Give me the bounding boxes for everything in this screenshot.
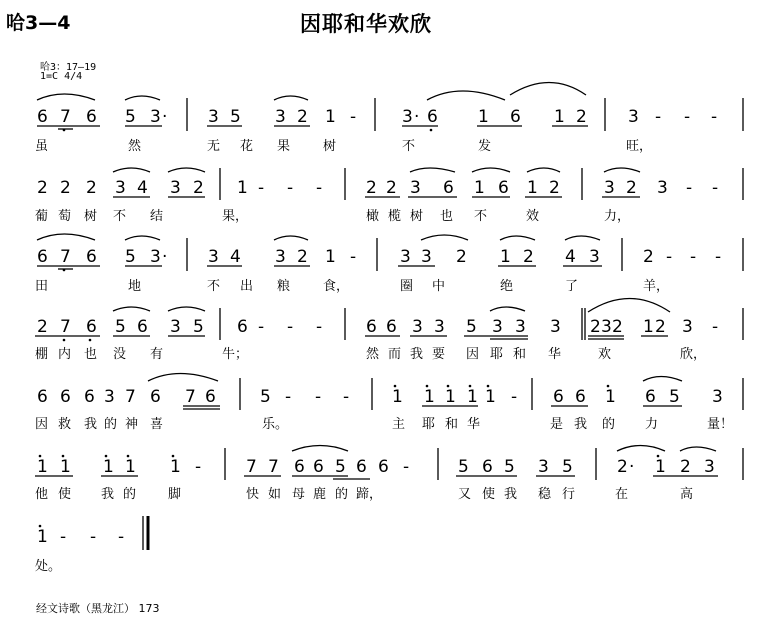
svg-text:萄: 萄	[58, 209, 72, 224]
svg-text:2: 2	[456, 247, 467, 267]
svg-text:6: 6	[37, 387, 48, 407]
svg-text:3: 3	[150, 107, 161, 127]
svg-text:6: 6	[150, 387, 161, 407]
svg-text:3: 3	[170, 178, 181, 198]
svg-text:4: 4	[230, 247, 241, 267]
svg-text:-: -	[90, 527, 97, 547]
svg-text:2: 2	[590, 317, 601, 337]
svg-text:然: 然	[366, 347, 380, 362]
svg-text:的: 的	[335, 487, 349, 502]
svg-text:6: 6	[86, 247, 97, 267]
score-row-5	[37, 387, 723, 407]
svg-text:-: -	[287, 178, 294, 198]
svg-text:棚: 棚	[35, 347, 49, 362]
svg-text:的: 的	[602, 417, 616, 432]
svg-text:葡: 葡	[35, 209, 49, 224]
lyrics-row-3	[35, 278, 669, 294]
svg-text:结: 结	[150, 209, 164, 224]
svg-text:4: 4	[137, 178, 148, 198]
section-ref: 哈3—4	[6, 12, 71, 34]
svg-text:花: 花	[240, 139, 254, 154]
svg-text:树: 树	[84, 209, 98, 224]
svg-text:7: 7	[60, 317, 71, 337]
svg-text:力，: 力，	[604, 209, 631, 224]
svg-text:要: 要	[432, 347, 446, 362]
svg-text:-: -	[315, 387, 322, 407]
svg-text:3: 3	[104, 387, 115, 407]
svg-text:-: -	[285, 387, 292, 407]
svg-text:-: -	[195, 457, 202, 477]
svg-text:圈: 圈	[400, 279, 414, 294]
svg-text:1: 1	[605, 387, 616, 407]
svg-text:3: 3	[400, 247, 411, 267]
svg-text:主: 主	[392, 417, 406, 432]
svg-text:1: 1	[500, 247, 511, 267]
svg-text:6: 6	[294, 457, 305, 477]
svg-text:-: -	[511, 387, 518, 407]
svg-text:3: 3	[657, 178, 668, 198]
svg-text:-: -	[403, 457, 410, 477]
svg-text:5: 5	[458, 457, 469, 477]
svg-text:3: 3	[275, 107, 286, 127]
svg-text:-: -	[666, 247, 673, 267]
svg-text:果: 果	[277, 139, 291, 154]
svg-text:5: 5	[562, 457, 573, 477]
svg-text:如: 如	[268, 487, 282, 502]
song-title: 因耶和华欢欣	[300, 12, 432, 36]
svg-text:-: -	[258, 178, 265, 198]
svg-text:2: 2	[655, 317, 666, 337]
svg-text:1: 1	[467, 387, 478, 407]
svg-text:2: 2	[60, 178, 71, 198]
svg-text:而: 而	[388, 347, 402, 362]
svg-text:-: -	[118, 527, 125, 547]
score-row-2	[37, 178, 718, 198]
scripture-ref: 哈3：17—19	[40, 62, 97, 73]
svg-text:2: 2	[523, 247, 534, 267]
svg-text:量！: 量！	[707, 417, 734, 432]
svg-text:3: 3	[275, 247, 286, 267]
svg-text:田: 田	[35, 279, 49, 294]
svg-text:5: 5	[669, 387, 680, 407]
svg-text:的: 的	[104, 417, 118, 432]
svg-text:我: 我	[410, 347, 424, 362]
svg-text:3: 3	[515, 317, 526, 337]
svg-text:-: -	[258, 317, 265, 337]
svg-text:6: 6	[84, 387, 95, 407]
svg-text:橄: 橄	[366, 209, 380, 224]
svg-text:不: 不	[207, 279, 221, 294]
svg-text:1: 1	[60, 457, 71, 477]
svg-text:6: 6	[37, 107, 48, 127]
score-row-1	[37, 107, 717, 127]
svg-text:3: 3	[538, 457, 549, 477]
svg-text:食，: 食，	[323, 279, 350, 294]
svg-text:华: 华	[548, 347, 562, 362]
svg-text:7: 7	[268, 457, 279, 477]
svg-text:1: 1	[554, 107, 565, 127]
svg-text:6: 6	[37, 247, 48, 267]
svg-text:欢: 欢	[598, 347, 612, 362]
svg-text:-: -	[350, 107, 357, 127]
svg-text:-: -	[684, 107, 691, 127]
svg-text:1: 1	[325, 107, 336, 127]
svg-text:不: 不	[474, 209, 488, 224]
svg-text:耶: 耶	[490, 347, 504, 362]
svg-text:3: 3	[682, 317, 693, 337]
svg-text:欣，: 欣，	[680, 347, 707, 362]
svg-text:出: 出	[240, 279, 254, 294]
svg-text:-: -	[350, 247, 357, 267]
score-row-6	[37, 457, 715, 477]
svg-text:2: 2	[37, 178, 48, 198]
svg-text:1: 1	[125, 457, 136, 477]
lyrics-row-5	[35, 416, 733, 432]
lyrics-row-2	[35, 208, 630, 224]
svg-text:6: 6	[510, 107, 521, 127]
svg-text:2: 2	[37, 317, 48, 337]
svg-text:2: 2	[626, 178, 637, 198]
footer-source: 经文诗歌（黑龙江） 173	[36, 602, 160, 615]
svg-text:鹿: 鹿	[313, 487, 327, 502]
svg-text:牛；: 牛；	[222, 347, 249, 362]
svg-text:喜: 喜	[150, 417, 164, 432]
svg-text:他: 他	[35, 487, 49, 502]
score-row-3	[37, 247, 721, 267]
svg-text:·: ·	[162, 247, 168, 267]
svg-text:-: -	[287, 317, 294, 337]
svg-text:6: 6	[498, 178, 509, 198]
lyrics-row-1	[35, 138, 652, 154]
svg-text:6: 6	[575, 387, 586, 407]
svg-text:没: 没	[113, 347, 127, 362]
svg-text:4: 4	[565, 247, 576, 267]
svg-text:旺，: 旺，	[626, 139, 653, 154]
svg-text:2: 2	[297, 247, 308, 267]
svg-text:树: 树	[323, 139, 337, 154]
svg-text:高: 高	[680, 487, 694, 502]
svg-text:因: 因	[35, 417, 49, 432]
svg-text:3: 3	[402, 107, 413, 127]
svg-text:稳: 稳	[538, 487, 552, 502]
svg-text:·: ·	[162, 107, 168, 127]
svg-text:1: 1	[325, 247, 336, 267]
svg-text:1: 1	[445, 387, 456, 407]
svg-text:6: 6	[205, 387, 216, 407]
svg-text:-: -	[690, 247, 697, 267]
svg-text:-: -	[712, 317, 719, 337]
svg-text:我: 我	[101, 487, 115, 502]
score-row-4	[37, 317, 718, 337]
svg-text:2: 2	[86, 178, 97, 198]
svg-text:3: 3	[170, 317, 181, 337]
svg-text:乐。: 乐。	[262, 417, 289, 432]
svg-text:我: 我	[574, 417, 588, 432]
svg-text:1: 1	[643, 317, 654, 337]
svg-text:1: 1	[485, 387, 496, 407]
svg-text:神: 神	[125, 417, 139, 432]
svg-text:了: 了	[565, 279, 579, 294]
svg-text:2: 2	[297, 107, 308, 127]
svg-text:6: 6	[86, 107, 97, 127]
svg-text:我: 我	[504, 487, 518, 502]
svg-text:6: 6	[386, 317, 397, 337]
svg-text:6: 6	[427, 107, 438, 127]
svg-text:2: 2	[386, 178, 397, 198]
svg-text:-: -	[686, 178, 693, 198]
lyrics-row-7	[35, 558, 61, 574]
svg-text:耶: 耶	[422, 417, 436, 432]
svg-text:我: 我	[84, 417, 98, 432]
svg-text:1: 1	[37, 457, 48, 477]
svg-text:1: 1	[527, 178, 538, 198]
svg-text:7: 7	[125, 387, 136, 407]
svg-text:内: 内	[58, 347, 72, 362]
score-row-7	[37, 527, 124, 547]
svg-text:5: 5	[125, 247, 136, 267]
svg-text:5: 5	[125, 107, 136, 127]
svg-text:虽: 虽	[35, 139, 49, 154]
svg-text:3: 3	[712, 387, 723, 407]
svg-text:蹄，: 蹄，	[356, 487, 383, 502]
svg-text:无: 无	[207, 139, 221, 154]
svg-text:1: 1	[474, 178, 485, 198]
svg-text:3: 3	[492, 317, 503, 337]
svg-text:5: 5	[193, 317, 204, 337]
svg-text:6: 6	[378, 457, 389, 477]
svg-text:6: 6	[366, 317, 377, 337]
svg-text:3: 3	[704, 457, 715, 477]
svg-text:使: 使	[58, 487, 72, 502]
svg-text:3: 3	[434, 317, 445, 337]
svg-text:不: 不	[113, 209, 127, 224]
svg-text:3: 3	[604, 178, 615, 198]
svg-text:5: 5	[230, 107, 241, 127]
svg-text:7: 7	[60, 247, 71, 267]
svg-text:效: 效	[526, 209, 540, 224]
svg-text:5: 5	[466, 317, 477, 337]
svg-text:1: 1	[103, 457, 114, 477]
svg-text:5: 5	[335, 457, 346, 477]
svg-text:·: ·	[629, 457, 635, 477]
svg-text:1: 1	[655, 457, 666, 477]
svg-text:2: 2	[680, 457, 691, 477]
svg-text:处。: 处。	[35, 559, 62, 574]
svg-text:6: 6	[645, 387, 656, 407]
svg-text:脚: 脚	[168, 487, 182, 502]
svg-text:中: 中	[432, 279, 446, 294]
svg-text:-: -	[316, 317, 323, 337]
svg-text:和: 和	[513, 347, 527, 362]
svg-text:1: 1	[424, 387, 435, 407]
svg-text:树: 树	[410, 209, 424, 224]
svg-text:粮: 粮	[277, 279, 291, 294]
svg-text:有: 有	[150, 347, 164, 362]
svg-text:是: 是	[550, 417, 564, 432]
svg-text:3: 3	[410, 178, 421, 198]
svg-text:使: 使	[482, 487, 496, 502]
svg-text:不: 不	[402, 139, 416, 154]
svg-text:力: 力	[645, 417, 659, 432]
svg-text:·: ·	[414, 107, 420, 127]
svg-text:6: 6	[553, 387, 564, 407]
svg-text:3: 3	[550, 317, 561, 337]
svg-text:果，: 果，	[222, 209, 249, 224]
svg-text:也: 也	[440, 209, 454, 224]
svg-text:7: 7	[246, 457, 257, 477]
lyrics-row-4	[35, 346, 706, 362]
svg-text:和: 和	[445, 417, 459, 432]
svg-text:3: 3	[208, 107, 219, 127]
svg-text:3: 3	[601, 317, 612, 337]
svg-text:行: 行	[562, 487, 576, 502]
svg-text:然: 然	[128, 139, 142, 154]
svg-text:-: -	[343, 387, 350, 407]
svg-text:6: 6	[313, 457, 324, 477]
svg-text:地: 地	[128, 279, 142, 294]
svg-text:6: 6	[443, 178, 454, 198]
svg-text:6: 6	[482, 457, 493, 477]
svg-text:-: -	[715, 247, 722, 267]
svg-text:5: 5	[504, 457, 515, 477]
svg-text:2: 2	[617, 457, 628, 477]
svg-text:发: 发	[478, 139, 492, 154]
svg-text:的: 的	[123, 487, 137, 502]
svg-text:华: 华	[467, 417, 481, 432]
svg-text:6: 6	[356, 457, 367, 477]
svg-text:3: 3	[150, 247, 161, 267]
svg-text:1: 1	[170, 457, 181, 477]
svg-text:快: 快	[246, 487, 260, 502]
svg-text:3: 3	[208, 247, 219, 267]
svg-text:也: 也	[84, 347, 98, 362]
svg-text:2: 2	[643, 247, 654, 267]
svg-text:5: 5	[115, 317, 126, 337]
svg-text:5: 5	[260, 387, 271, 407]
svg-text:3: 3	[421, 247, 432, 267]
svg-text:绝: 绝	[500, 279, 514, 294]
svg-text:因: 因	[466, 347, 480, 362]
lyrics-row-6	[35, 486, 693, 502]
svg-text:2: 2	[576, 107, 587, 127]
svg-text:3: 3	[115, 178, 126, 198]
svg-text:6: 6	[237, 317, 248, 337]
key-signature: 1=C 4/4	[40, 71, 83, 82]
svg-text:3: 3	[412, 317, 423, 337]
svg-text:3: 3	[589, 247, 600, 267]
svg-text:1: 1	[237, 178, 248, 198]
svg-text:7: 7	[60, 107, 71, 127]
svg-text:3: 3	[628, 107, 639, 127]
svg-text:母: 母	[292, 487, 306, 502]
svg-text:羊，: 羊，	[643, 279, 670, 294]
svg-text:救: 救	[58, 417, 72, 432]
svg-text:榄: 榄	[388, 209, 402, 224]
svg-text:2: 2	[193, 178, 204, 198]
svg-text:-: -	[655, 107, 662, 127]
svg-text:又: 又	[458, 487, 472, 502]
svg-text:-: -	[712, 178, 719, 198]
svg-text:1: 1	[392, 387, 403, 407]
svg-text:1: 1	[37, 527, 48, 547]
svg-text:6: 6	[86, 317, 97, 337]
svg-text:2: 2	[612, 317, 623, 337]
svg-text:7: 7	[185, 387, 196, 407]
svg-text:-: -	[60, 527, 67, 547]
svg-text:6: 6	[137, 317, 148, 337]
svg-text:2: 2	[366, 178, 377, 198]
svg-text:6: 6	[60, 387, 71, 407]
svg-text:-: -	[316, 178, 323, 198]
svg-text:在: 在	[615, 487, 629, 502]
svg-text:1: 1	[478, 107, 489, 127]
svg-text:2: 2	[549, 178, 560, 198]
svg-text:-: -	[711, 107, 718, 127]
